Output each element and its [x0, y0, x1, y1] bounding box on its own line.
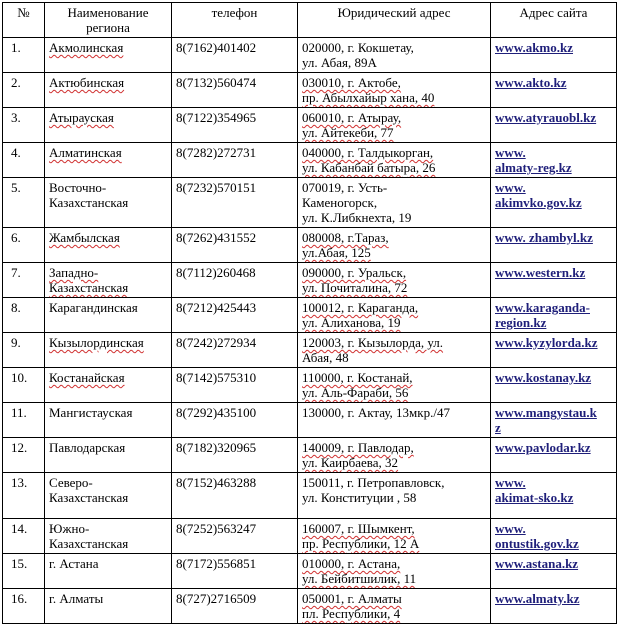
region-name — [45, 38, 172, 73]
website-link[interactable]: www. — [495, 145, 526, 160]
address-line: Абая, 48 — [302, 350, 349, 365]
website-link[interactable]: www.kostanay.kz — [495, 370, 592, 385]
row-number: 13. — [3, 473, 45, 519]
row-number: 8. — [3, 298, 45, 333]
address-line: пр. Республики, 12 А — [302, 536, 420, 551]
website-cell — [491, 38, 617, 73]
legal-address — [298, 438, 491, 473]
region-line: Атырауская — [49, 110, 114, 125]
region-name — [45, 333, 172, 368]
address-line: 120003, г. Кызылорда, ул. — [302, 335, 444, 350]
row-number: 16. — [3, 589, 45, 624]
address-line: ул. Абая, 89А — [302, 55, 377, 70]
region-name — [45, 589, 172, 624]
address-line: 060010, г. Атырау, — [302, 110, 402, 125]
legal-address — [298, 178, 491, 228]
region-line: Павлодарская — [49, 440, 126, 455]
website-link[interactable]: ontustik.gov.kz — [495, 536, 579, 551]
phone-number: 8(7162)401402 — [172, 38, 298, 73]
region-name — [45, 519, 172, 554]
legal-address — [298, 228, 491, 263]
website-cell — [491, 438, 617, 473]
row-number: 6. — [3, 228, 45, 263]
website-link[interactable]: region.kz — [495, 315, 547, 330]
website-cell — [491, 403, 617, 438]
address-line: 090000, г. Уральск, — [302, 265, 407, 280]
address-line: ул. Бейбитшилик, 11 — [302, 571, 417, 586]
website-cell — [491, 178, 617, 228]
phone-number: 8(7262)431552 — [172, 228, 298, 263]
website-link[interactable]: www. — [495, 475, 526, 490]
header-website: Адрес сайта — [491, 3, 617, 38]
region-name — [45, 473, 172, 519]
website-link[interactable]: www.karaganda- — [495, 300, 590, 315]
table-row — [3, 438, 617, 473]
region-name — [45, 143, 172, 178]
website-link[interactable]: www. zhambyl.kz — [495, 230, 593, 245]
address-line: 110000, г. Костанай, — [302, 370, 413, 385]
table-row — [3, 263, 617, 298]
region-line: Казахстанская — [49, 490, 129, 505]
address-line: пр. Абылхайыр хана, 40 — [302, 90, 435, 105]
website-link[interactable]: almaty-reg.kz — [495, 160, 572, 175]
address-line: ул. Кабанбай батыра, 26 — [302, 160, 436, 175]
website-link[interactable]: z — [495, 420, 501, 435]
legal-address — [298, 368, 491, 403]
legal-address — [298, 403, 491, 438]
website-link[interactable]: www.akmo.kz — [495, 40, 574, 55]
table-row — [3, 298, 617, 333]
address-line: пл. Республики, 4 — [302, 606, 401, 621]
legal-address — [298, 73, 491, 108]
phone-number: 8(7142)575310 — [172, 368, 298, 403]
table-row — [3, 554, 617, 589]
table-row — [3, 73, 617, 108]
address-line: 030010, г. Актобе, — [302, 75, 401, 90]
table-row — [3, 473, 617, 519]
region-line: Актюбинская — [49, 75, 125, 90]
row-number: 9. — [3, 333, 45, 368]
row-number: 3. — [3, 108, 45, 143]
website-cell — [491, 473, 617, 519]
address-line: 100012, г. Караганда, — [302, 300, 419, 315]
region-name — [45, 298, 172, 333]
row-number: 7. — [3, 263, 45, 298]
header-number: № — [3, 3, 45, 38]
table-row — [3, 143, 617, 178]
table-row — [3, 228, 617, 263]
row-number: 11. — [3, 403, 45, 438]
row-number: 15. — [3, 554, 45, 589]
website-link[interactable]: www. — [495, 180, 526, 195]
website-link[interactable]: www.astana.kz — [495, 556, 579, 571]
region-line: Казахстанская — [49, 195, 129, 210]
header-phone: телефон — [172, 3, 298, 38]
table-row — [3, 178, 617, 228]
row-number: 14. — [3, 519, 45, 554]
website-cell — [491, 298, 617, 333]
region-line: Западно- — [49, 265, 99, 280]
website-link[interactable]: www.pavlodar.kz — [495, 440, 591, 455]
table-row — [3, 403, 617, 438]
address-line: 140009, г. Павлодар, — [302, 440, 414, 455]
region-line: Карагандинская — [49, 300, 138, 315]
phone-number: 8(7122)354965 — [172, 108, 298, 143]
legal-address — [298, 473, 491, 519]
website-link[interactable]: www.atyrauobl.kz — [495, 110, 597, 125]
address-line: 070019, г. Усть- — [302, 180, 388, 195]
address-line: ул. Конституции , 58 — [302, 490, 417, 505]
website-link[interactable]: www. — [495, 521, 526, 536]
region-line: Кызылординская — [49, 335, 144, 350]
website-cell — [491, 333, 617, 368]
website-cell — [491, 228, 617, 263]
region-line: Акмолинская — [49, 40, 124, 55]
region-name — [45, 368, 172, 403]
address-line: ул. Почиталина, 72 — [302, 280, 408, 295]
address-line: ул. Каирбаева, 32 — [302, 455, 399, 470]
address-line: ул. Алиханова, 19 — [302, 315, 401, 330]
row-number: 5. — [3, 178, 45, 228]
table-row — [3, 589, 617, 624]
address-line: 130000, г. Актау, 13мкр./47 — [302, 405, 450, 420]
website-link[interactable]: www.akto.kz — [495, 75, 567, 90]
region-name — [45, 108, 172, 143]
phone-number: 8(7212)425443 — [172, 298, 298, 333]
legal-address — [298, 38, 491, 73]
address-line: 150011, г. Петропавловск, — [302, 475, 445, 490]
region-name — [45, 554, 172, 589]
region-line: Мангистауская — [49, 405, 133, 420]
address-line: 020000, г. Кокшетау, — [302, 40, 414, 55]
row-number: 2. — [3, 73, 45, 108]
website-cell — [491, 73, 617, 108]
phone-number: 8(7132)560474 — [172, 73, 298, 108]
website-cell — [491, 519, 617, 554]
region-name — [45, 228, 172, 263]
website-cell — [491, 108, 617, 143]
table-header-row — [3, 3, 617, 38]
phone-number: 8(7252)563247 — [172, 519, 298, 554]
phone-number: 8(7112)260468 — [172, 263, 298, 298]
region-line: Костанайская — [49, 370, 125, 385]
legal-address — [298, 143, 491, 178]
header-address: Юридический адрес — [298, 3, 491, 38]
region-name — [45, 438, 172, 473]
address-line: 050001, г. Алматы — [302, 591, 402, 606]
legal-address — [298, 589, 491, 624]
table-row — [3, 333, 617, 368]
region-line: г. Астана — [49, 556, 99, 571]
region-line: Казахстанская — [49, 536, 129, 551]
row-number: 4. — [3, 143, 45, 178]
website-link[interactable]: akimat-sko.kz — [495, 490, 574, 505]
region-line: Жамбылская — [49, 230, 120, 245]
regions-table — [2, 2, 617, 624]
row-number: 1. — [3, 38, 45, 73]
region-line: Южно- — [49, 521, 90, 536]
address-line: 010000, г. Астана, — [302, 556, 401, 571]
website-cell — [491, 554, 617, 589]
table-row — [3, 38, 617, 73]
table-row — [3, 519, 617, 554]
region-line: Восточно- — [49, 180, 107, 195]
website-link[interactable]: akimvko.gov.kz — [495, 195, 582, 210]
address-line: 160007, г. Шымкент, — [302, 521, 415, 536]
address-line: ул. К.Либкнехта, 19 — [302, 210, 412, 225]
website-cell — [491, 263, 617, 298]
region-name — [45, 178, 172, 228]
region-line: Северо- — [49, 475, 93, 490]
legal-address — [298, 519, 491, 554]
phone-number: 8(7182)320965 — [172, 438, 298, 473]
table-row — [3, 368, 617, 403]
phone-number: 8(7152)463288 — [172, 473, 298, 519]
website-link[interactable]: www.mangystau.k — [495, 405, 597, 420]
row-number: 10. — [3, 368, 45, 403]
address-line: ул. Аль-Фараби, 56 — [302, 385, 409, 400]
phone-number: 8(7282)272731 — [172, 143, 298, 178]
region-name — [45, 263, 172, 298]
region-line: Алматинская — [49, 145, 122, 160]
address-line: ул. Айтекеби, 77 — [302, 125, 394, 140]
legal-address — [298, 333, 491, 368]
address-line: 080008, г.Тараз, — [302, 230, 389, 245]
website-cell — [491, 368, 617, 403]
legal-address — [298, 554, 491, 589]
phone-number: 8(7292)435100 — [172, 403, 298, 438]
website-link[interactable]: www.kyzylorda.kz — [495, 335, 598, 350]
phone-number: 8(7242)272934 — [172, 333, 298, 368]
region-name — [45, 73, 172, 108]
region-name — [45, 403, 172, 438]
legal-address — [298, 108, 491, 143]
phone-number: 8(7172)556851 — [172, 554, 298, 589]
header-region: Наименование региона — [45, 3, 172, 38]
row-number: 12. — [3, 438, 45, 473]
legal-address — [298, 263, 491, 298]
region-line: Казахстанская — [49, 280, 129, 295]
address-line: 040000, г. Талдыкорган, — [302, 145, 434, 160]
table-row — [3, 108, 617, 143]
website-cell — [491, 143, 617, 178]
phone-number: 8(7232)570151 — [172, 178, 298, 228]
website-link[interactable]: www.almaty.kz — [495, 591, 580, 606]
website-link[interactable]: www.western.kz — [495, 265, 586, 280]
address-line: ул.Абая, 125 — [302, 245, 371, 260]
website-cell — [491, 589, 617, 624]
phone-number: 8(727)2716509 — [172, 589, 298, 624]
legal-address — [298, 298, 491, 333]
address-line: Каменогорск, — [302, 195, 378, 210]
region-line: г. Алматы — [49, 591, 104, 606]
table-body — [3, 38, 617, 624]
